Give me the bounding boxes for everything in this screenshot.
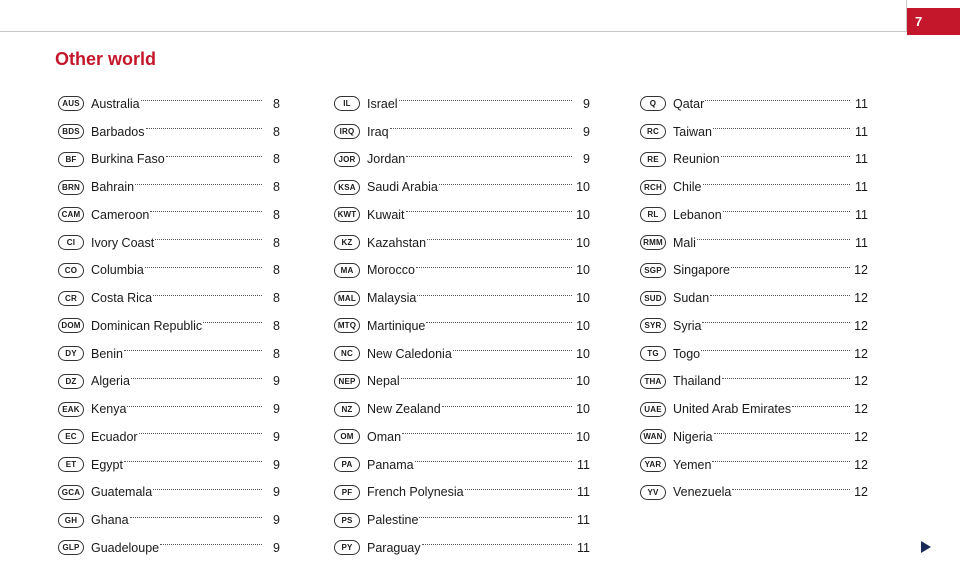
index-entry[interactable] bbox=[58, 118, 280, 146]
country-name: Lebanon bbox=[673, 207, 722, 222]
page-reference: 10 bbox=[576, 374, 590, 389]
country-name: Yemen bbox=[673, 457, 712, 472]
dot-leader bbox=[131, 378, 262, 379]
dot-leader bbox=[146, 128, 262, 129]
index-entry[interactable] bbox=[640, 90, 868, 118]
page-reference: 12 bbox=[854, 402, 868, 417]
country-code-badge: RE bbox=[640, 152, 666, 167]
country-name: Ghana bbox=[91, 513, 129, 528]
country-name: Panama bbox=[367, 457, 414, 472]
page-reference: 9 bbox=[273, 374, 280, 389]
dot-leader bbox=[439, 184, 572, 185]
index-entry[interactable] bbox=[58, 368, 280, 396]
dot-leader bbox=[399, 100, 572, 101]
page-reference: 12 bbox=[854, 457, 868, 472]
page-reference: 12 bbox=[854, 374, 868, 389]
country-name: Ecuador bbox=[91, 429, 138, 444]
page-reference: 10 bbox=[576, 429, 590, 444]
page-reference: 8 bbox=[273, 263, 280, 278]
page-reference: 12 bbox=[854, 291, 868, 306]
country-code-badge: KSA bbox=[334, 180, 360, 195]
country-name: Singapore bbox=[673, 263, 730, 278]
index-entry[interactable] bbox=[640, 146, 868, 174]
index-entry[interactable] bbox=[58, 451, 280, 479]
page-reference: 8 bbox=[273, 346, 280, 361]
country-code-badge: OM bbox=[334, 429, 360, 444]
dot-leader bbox=[416, 267, 572, 268]
index-entry[interactable] bbox=[334, 340, 590, 368]
country-code-badge: SYR bbox=[640, 318, 666, 333]
dot-leader bbox=[465, 489, 572, 490]
country-code-badge: PF bbox=[334, 485, 360, 500]
country-name: Cameroon bbox=[91, 207, 150, 222]
country-code-badge: NC bbox=[334, 346, 360, 361]
page-reference: 9 bbox=[273, 429, 280, 444]
dot-leader bbox=[723, 211, 850, 212]
index-entry[interactable] bbox=[334, 479, 590, 507]
dot-leader bbox=[722, 378, 850, 379]
page-reference: 12 bbox=[854, 263, 868, 278]
country-name: Bahrain bbox=[91, 180, 135, 195]
index-entry[interactable] bbox=[640, 173, 868, 201]
country-code-badge: IL bbox=[334, 96, 360, 111]
index-entry[interactable] bbox=[334, 506, 590, 534]
country-name: Burkina Faso bbox=[91, 152, 165, 167]
country-code-badge: EAK bbox=[58, 402, 84, 417]
country-code-badge: CAM bbox=[58, 207, 84, 222]
triangle-right-icon[interactable] bbox=[921, 541, 931, 553]
page-reference: 9 bbox=[273, 457, 280, 472]
index-entry[interactable] bbox=[334, 146, 590, 174]
dot-leader bbox=[417, 295, 572, 296]
country-code-badge: YAR bbox=[640, 457, 666, 472]
country-name: Malaysia bbox=[367, 291, 417, 306]
page-reference: 11 bbox=[855, 180, 868, 195]
page-reference: 12 bbox=[854, 485, 868, 500]
country-name: Palestine bbox=[367, 513, 419, 528]
country-code-badge: MAL bbox=[334, 291, 360, 306]
page-reference: 9 bbox=[273, 402, 280, 417]
country-name: Costa Rica bbox=[91, 291, 153, 306]
index-entry[interactable] bbox=[334, 284, 590, 312]
page-reference: 12 bbox=[854, 318, 868, 333]
country-name: Venezuela bbox=[673, 485, 732, 500]
country-name: French Polynesia bbox=[367, 485, 464, 500]
index-entry[interactable] bbox=[58, 90, 280, 118]
dot-leader bbox=[153, 295, 262, 296]
country-name: Syria bbox=[673, 318, 702, 333]
country-name: Nepal bbox=[367, 374, 400, 389]
country-code-badge: THA bbox=[640, 374, 666, 389]
country-code-badge: SUD bbox=[640, 291, 666, 306]
country-code-badge: RC bbox=[640, 124, 666, 139]
country-name: Nigeria bbox=[673, 429, 713, 444]
index-entry[interactable] bbox=[334, 257, 590, 285]
dot-leader bbox=[145, 267, 262, 268]
page-reference: 8 bbox=[273, 180, 280, 195]
country-column-1 bbox=[58, 90, 280, 562]
country-code-badge: DZ bbox=[58, 374, 84, 389]
country-name: New Caledonia bbox=[367, 346, 452, 361]
index-entry[interactable] bbox=[640, 368, 868, 396]
page-reference: 9 bbox=[583, 152, 590, 167]
dot-leader bbox=[406, 211, 572, 212]
country-name: Ivory Coast bbox=[91, 235, 155, 250]
country-code-badge: TG bbox=[640, 346, 666, 361]
country-name: Mali bbox=[673, 235, 696, 250]
country-name: Australia bbox=[91, 96, 140, 111]
page-reference: 12 bbox=[854, 346, 868, 361]
country-name: Egypt bbox=[91, 457, 123, 472]
page-reference: 11 bbox=[855, 124, 868, 139]
country-code-badge: PS bbox=[334, 513, 360, 528]
dot-leader bbox=[713, 128, 850, 129]
dot-leader bbox=[792, 406, 850, 407]
dot-leader bbox=[401, 378, 572, 379]
dot-leader bbox=[714, 433, 850, 434]
dot-leader bbox=[127, 406, 262, 407]
country-code-badge: GCA bbox=[58, 485, 84, 500]
country-name: Morocco bbox=[367, 263, 415, 278]
dot-leader bbox=[166, 156, 262, 157]
country-name: Sudan bbox=[673, 291, 710, 306]
index-entry[interactable] bbox=[334, 312, 590, 340]
index-entry[interactable] bbox=[640, 395, 868, 423]
country-name: Israel bbox=[367, 96, 398, 111]
index-entry[interactable] bbox=[640, 451, 868, 479]
country-code-badge: GLP bbox=[58, 540, 84, 555]
page-reference: 11 bbox=[577, 485, 590, 500]
country-column-2 bbox=[334, 90, 590, 562]
country-code-badge: KZ bbox=[334, 235, 360, 250]
dot-leader bbox=[135, 184, 262, 185]
dot-leader bbox=[124, 461, 262, 462]
index-entry[interactable] bbox=[334, 201, 590, 229]
country-name: Chile bbox=[673, 180, 702, 195]
country-name: Columbia bbox=[91, 263, 144, 278]
index-entry[interactable] bbox=[58, 312, 280, 340]
country-name: Benin bbox=[91, 346, 123, 361]
country-name: Martinique bbox=[367, 318, 426, 333]
index-entry[interactable] bbox=[58, 395, 280, 423]
index-entry[interactable] bbox=[334, 229, 590, 257]
country-code-badge: AUS bbox=[58, 96, 84, 111]
country-code-badge: RL bbox=[640, 207, 666, 222]
country-code-badge: GH bbox=[58, 513, 84, 528]
index-entry[interactable] bbox=[640, 284, 868, 312]
dot-leader bbox=[442, 406, 572, 407]
country-code-badge: UAE bbox=[640, 402, 666, 417]
country-name: Paraguay bbox=[367, 540, 421, 555]
dot-leader bbox=[453, 350, 572, 351]
country-name: Togo bbox=[673, 346, 701, 361]
page-reference: 12 bbox=[854, 429, 868, 444]
page-reference: 10 bbox=[576, 402, 590, 417]
page-reference: 11 bbox=[855, 152, 868, 167]
country-code-badge: DOM bbox=[58, 318, 84, 333]
country-code-badge: BF bbox=[58, 152, 84, 167]
index-entry[interactable] bbox=[334, 368, 590, 396]
country-name: Kuwait bbox=[367, 207, 405, 222]
index-entry[interactable] bbox=[334, 451, 590, 479]
dot-leader bbox=[703, 184, 851, 185]
page-reference: 11 bbox=[577, 457, 590, 472]
country-column-3 bbox=[640, 90, 868, 506]
dot-leader bbox=[710, 295, 850, 296]
index-entry[interactable] bbox=[58, 201, 280, 229]
index-entry[interactable] bbox=[58, 423, 280, 451]
page-reference: 8 bbox=[273, 124, 280, 139]
index-entry[interactable] bbox=[640, 312, 868, 340]
country-code-badge: RMM bbox=[640, 235, 666, 250]
dot-leader bbox=[130, 517, 262, 518]
dot-leader bbox=[419, 517, 572, 518]
index-entry[interactable] bbox=[640, 340, 868, 368]
dot-leader bbox=[406, 156, 572, 157]
page-reference: 9 bbox=[583, 124, 590, 139]
dot-leader bbox=[701, 350, 850, 351]
page-reference: 10 bbox=[576, 235, 590, 250]
dot-leader bbox=[731, 267, 850, 268]
country-name: Guadeloupe bbox=[91, 540, 160, 555]
country-name: Barbados bbox=[91, 124, 145, 139]
country-name: Algeria bbox=[91, 374, 130, 389]
country-name: Jordan bbox=[367, 152, 406, 167]
country-code-badge: DY bbox=[58, 346, 84, 361]
dot-leader bbox=[139, 433, 262, 434]
page-reference: 9 bbox=[273, 485, 280, 500]
country-name: New Zealand bbox=[367, 402, 441, 417]
country-name: Thailand bbox=[673, 374, 721, 389]
index-entry[interactable] bbox=[640, 257, 868, 285]
page-reference: 8 bbox=[273, 96, 280, 111]
page-reference: 10 bbox=[576, 291, 590, 306]
dot-leader bbox=[141, 100, 262, 101]
country-code-badge: ET bbox=[58, 457, 84, 472]
dot-leader bbox=[422, 544, 572, 545]
country-code-badge: CO bbox=[58, 263, 84, 278]
country-code-badge: CR bbox=[58, 291, 84, 306]
dot-leader bbox=[712, 461, 850, 462]
dot-leader bbox=[426, 322, 572, 323]
dot-leader bbox=[427, 239, 572, 240]
country-name: Dominican Republic bbox=[91, 318, 203, 333]
index-entry[interactable] bbox=[640, 201, 868, 229]
page-reference: 10 bbox=[576, 346, 590, 361]
page-reference: 9 bbox=[273, 540, 280, 555]
country-code-badge: PA bbox=[334, 457, 360, 472]
dot-leader bbox=[402, 433, 572, 434]
country-code-badge: IRQ bbox=[334, 124, 360, 139]
country-name: United Arab Emirates bbox=[673, 402, 792, 417]
index-entry[interactable] bbox=[334, 90, 590, 118]
index-entry[interactable] bbox=[58, 257, 280, 285]
country-code-badge: CI bbox=[58, 235, 84, 250]
index-entry[interactable] bbox=[334, 423, 590, 451]
country-code-badge: EC bbox=[58, 429, 84, 444]
dot-leader bbox=[153, 489, 262, 490]
page-reference: 11 bbox=[855, 207, 868, 222]
index-entry[interactable] bbox=[58, 146, 280, 174]
country-code-badge: MTQ bbox=[334, 318, 360, 333]
page-reference: 11 bbox=[855, 96, 868, 111]
index-entry[interactable] bbox=[58, 506, 280, 534]
country-code-badge: YV bbox=[640, 485, 666, 500]
page-reference: 8 bbox=[273, 152, 280, 167]
country-name: Qatar bbox=[673, 96, 705, 111]
page-reference: 11 bbox=[577, 513, 590, 528]
dot-leader bbox=[160, 544, 262, 545]
dot-leader bbox=[721, 156, 850, 157]
country-code-badge: BRN bbox=[58, 180, 84, 195]
country-name: Reunion bbox=[673, 152, 720, 167]
country-name: Saudi Arabia bbox=[367, 180, 438, 195]
page-reference: 10 bbox=[576, 318, 590, 333]
index-entry[interactable] bbox=[58, 229, 280, 257]
page-reference: 8 bbox=[273, 235, 280, 250]
country-name: Guatemala bbox=[91, 485, 153, 500]
page-reference: 10 bbox=[576, 263, 590, 278]
index-entry[interactable] bbox=[58, 284, 280, 312]
dot-leader bbox=[702, 322, 850, 323]
page-reference: 9 bbox=[273, 513, 280, 528]
country-name: Oman bbox=[367, 429, 402, 444]
country-name: Iraq bbox=[367, 124, 389, 139]
page-reference: 11 bbox=[577, 540, 590, 555]
country-code-badge: NEP bbox=[334, 374, 360, 389]
dot-leader bbox=[124, 350, 262, 351]
index-entry[interactable] bbox=[334, 534, 590, 562]
dot-leader bbox=[732, 489, 850, 490]
country-code-badge: RCH bbox=[640, 180, 666, 195]
country-code-badge: Q bbox=[640, 96, 666, 111]
section-title: Other world bbox=[55, 49, 157, 69]
index-entry[interactable] bbox=[334, 395, 590, 423]
dot-leader bbox=[150, 211, 262, 212]
page-number-tab: 7 bbox=[907, 8, 960, 35]
country-code-badge: JOR bbox=[334, 152, 360, 167]
index-entry[interactable] bbox=[334, 118, 590, 146]
header-rule bbox=[0, 31, 907, 32]
index-entry[interactable] bbox=[334, 173, 590, 201]
index-entry[interactable] bbox=[58, 173, 280, 201]
country-code-badge: NZ bbox=[334, 402, 360, 417]
index-entry[interactable] bbox=[58, 534, 280, 562]
dot-leader bbox=[155, 239, 262, 240]
page-reference: 8 bbox=[273, 291, 280, 306]
dot-leader bbox=[203, 322, 262, 323]
index-entry[interactable] bbox=[58, 479, 280, 507]
dot-leader bbox=[415, 461, 572, 462]
index-entry[interactable] bbox=[58, 340, 280, 368]
country-code-badge: WAN bbox=[640, 429, 666, 444]
index-entry[interactable] bbox=[640, 479, 868, 507]
index-entry[interactable] bbox=[640, 229, 868, 257]
index-entry[interactable] bbox=[640, 423, 868, 451]
country-name: Taiwan bbox=[673, 124, 712, 139]
index-entry[interactable] bbox=[640, 118, 868, 146]
page-reference: 8 bbox=[273, 207, 280, 222]
page-reference: 11 bbox=[855, 235, 868, 250]
country-code-badge: KWT bbox=[334, 207, 360, 222]
country-code-badge: BDS bbox=[58, 124, 84, 139]
country-name: Kazahstan bbox=[367, 235, 427, 250]
country-code-badge: PY bbox=[334, 540, 360, 555]
page-reference: 10 bbox=[576, 207, 590, 222]
dot-leader bbox=[705, 100, 850, 101]
page-reference: 8 bbox=[273, 318, 280, 333]
page-reference: 10 bbox=[576, 180, 590, 195]
country-code-badge: MA bbox=[334, 263, 360, 278]
dot-leader bbox=[390, 128, 572, 129]
dot-leader bbox=[697, 239, 850, 240]
page-reference: 9 bbox=[583, 96, 590, 111]
country-code-badge: SGP bbox=[640, 263, 666, 278]
country-name: Kenya bbox=[91, 402, 127, 417]
